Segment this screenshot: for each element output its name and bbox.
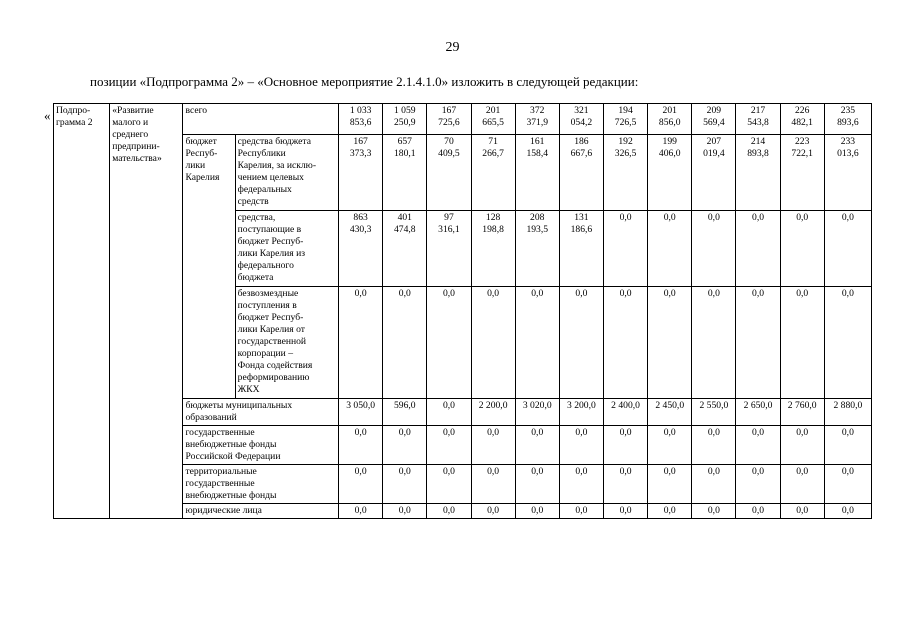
value-cell: 0,0 [780, 211, 824, 287]
value-cell: 97 316,1 [427, 211, 471, 287]
value-cell: 128 198,8 [471, 211, 515, 287]
value-cell: 0,0 [648, 287, 692, 399]
page-number: 29 [445, 40, 460, 55]
value-cell: 2 650,0 [736, 399, 780, 426]
value-cell: 214 893,8 [736, 135, 780, 211]
value-cell: 161 158,4 [515, 135, 559, 211]
value-cell: 192 326,5 [603, 135, 647, 211]
value-cell: 0,0 [339, 504, 383, 519]
value-cell: 0,0 [515, 465, 559, 504]
value-cell: 199 406,0 [648, 135, 692, 211]
value-cell: 0,0 [780, 465, 824, 504]
value-cell: 208 193,5 [515, 211, 559, 287]
value-cell: 1 033 853,6 [339, 104, 383, 135]
value-cell: 70 409,5 [427, 135, 471, 211]
value-cell: 201 665,5 [471, 104, 515, 135]
value-cell: 0,0 [692, 426, 736, 465]
value-cell: 0,0 [648, 465, 692, 504]
value-cell: 0,0 [515, 504, 559, 519]
program-cell: Подпро- грамма 2 [54, 104, 110, 519]
value-cell: 226 482,1 [780, 104, 824, 135]
value-cell: 0,0 [471, 465, 515, 504]
value-cell: 0,0 [824, 211, 871, 287]
value-cell: 2 450,0 [648, 399, 692, 426]
value-cell: 217 543,8 [736, 104, 780, 135]
row-label: всего [183, 104, 339, 135]
value-cell: 0,0 [383, 504, 427, 519]
intro-text: позиции «Подпрограмма 2» – «Основное мероприятие 2.1.4.1.0» изложить в следующей редакции: [90, 74, 639, 89]
value-cell: 0,0 [648, 504, 692, 519]
value-cell: 223 722,1 [780, 135, 824, 211]
value-cell: 71 266,7 [471, 135, 515, 211]
value-cell: 0,0 [427, 287, 471, 399]
opening-quote: « [44, 108, 51, 123]
value-cell: 2 880,0 [824, 399, 871, 426]
value-cell: 0,0 [427, 504, 471, 519]
value-cell: 0,0 [736, 287, 780, 399]
value-cell: 0,0 [339, 287, 383, 399]
value-cell: 3 020,0 [515, 399, 559, 426]
value-cell: 207 019,4 [692, 135, 736, 211]
value-cell: 0,0 [780, 504, 824, 519]
value-cell: 0,0 [603, 465, 647, 504]
value-cell: 2 400,0 [603, 399, 647, 426]
value-cell: 401 474,8 [383, 211, 427, 287]
value-cell: 2 760,0 [780, 399, 824, 426]
value-cell: 0,0 [515, 426, 559, 465]
value-cell: 0,0 [603, 504, 647, 519]
value-cell: 321 054,2 [559, 104, 603, 135]
value-cell: 0,0 [736, 426, 780, 465]
budget-group-cell: бюджет Респуб- лики Карелия [183, 135, 235, 399]
value-cell: 0,0 [648, 426, 692, 465]
value-cell: 0,0 [427, 399, 471, 426]
value-cell: 0,0 [515, 287, 559, 399]
value-cell: 0,0 [559, 465, 603, 504]
value-cell: 235 893,6 [824, 104, 871, 135]
row-label: средства, поступающие в бюджет Респуб- лики Карелия из федерального бюджета [235, 211, 338, 287]
row-label: средства бюджета Республики Карелия, за исклю- чением целевых федеральных средств [235, 135, 338, 211]
value-cell: 1 059 250,9 [383, 104, 427, 135]
value-cell: 0,0 [780, 287, 824, 399]
value-cell: 194 726,5 [603, 104, 647, 135]
value-cell: 0,0 [603, 426, 647, 465]
value-cell: 0,0 [736, 465, 780, 504]
value-cell: 0,0 [648, 211, 692, 287]
value-cell: 0,0 [692, 211, 736, 287]
value-cell: 2 200,0 [471, 399, 515, 426]
value-cell: 0,0 [559, 504, 603, 519]
row-label: бюджеты муниципальных образований [183, 399, 339, 426]
value-cell: 0,0 [427, 465, 471, 504]
value-cell: 0,0 [471, 426, 515, 465]
value-cell: 2 550,0 [692, 399, 736, 426]
value-cell: 0,0 [339, 465, 383, 504]
row-label: государственные внебюджетные фонды Российской Федерации [183, 426, 339, 465]
value-cell: 0,0 [692, 504, 736, 519]
value-cell: 201 856,0 [648, 104, 692, 135]
row-label: территориальные государственные внебюджетные фонды [183, 465, 339, 504]
value-cell: 0,0 [780, 426, 824, 465]
value-cell: 657 180,1 [383, 135, 427, 211]
value-cell: 0,0 [824, 287, 871, 399]
value-cell: 3 200,0 [559, 399, 603, 426]
value-cell: 209 569,4 [692, 104, 736, 135]
value-cell: 0,0 [692, 287, 736, 399]
value-cell: 0,0 [383, 426, 427, 465]
title-cell: «Развитие малого и среднего предприни- мательства» [110, 104, 183, 519]
value-cell: 0,0 [603, 287, 647, 399]
value-cell: 372 371,9 [515, 104, 559, 135]
value-cell: 0,0 [824, 504, 871, 519]
value-cell: 0,0 [736, 211, 780, 287]
row-label: юридические лица [183, 504, 339, 519]
value-cell: 0,0 [559, 426, 603, 465]
value-cell: 0,0 [824, 426, 871, 465]
value-cell: 0,0 [339, 426, 383, 465]
value-cell: 0,0 [383, 465, 427, 504]
funding-table [53, 103, 872, 519]
value-cell: 0,0 [692, 465, 736, 504]
value-cell: 167 373,3 [339, 135, 383, 211]
table-row [54, 104, 872, 135]
value-cell: 0,0 [603, 211, 647, 287]
value-cell: 863 430,3 [339, 211, 383, 287]
value-cell: 131 186,6 [559, 211, 603, 287]
value-cell: 0,0 [559, 287, 603, 399]
value-cell: 186 667,6 [559, 135, 603, 211]
value-cell: 0,0 [471, 504, 515, 519]
row-label: безвозмездные поступления в бюджет Респуб- лики Карелия от государственной корпорации – Фонда содействия реформированию ЖКХ [235, 287, 338, 399]
value-cell: 0,0 [383, 287, 427, 399]
value-cell: 0,0 [736, 504, 780, 519]
value-cell: 3 050,0 [339, 399, 383, 426]
value-cell: 0,0 [471, 287, 515, 399]
value-cell: 233 013,6 [824, 135, 871, 211]
value-cell: 0,0 [427, 426, 471, 465]
value-cell: 167 725,6 [427, 104, 471, 135]
value-cell: 0,0 [824, 465, 871, 504]
value-cell: 596,0 [383, 399, 427, 426]
